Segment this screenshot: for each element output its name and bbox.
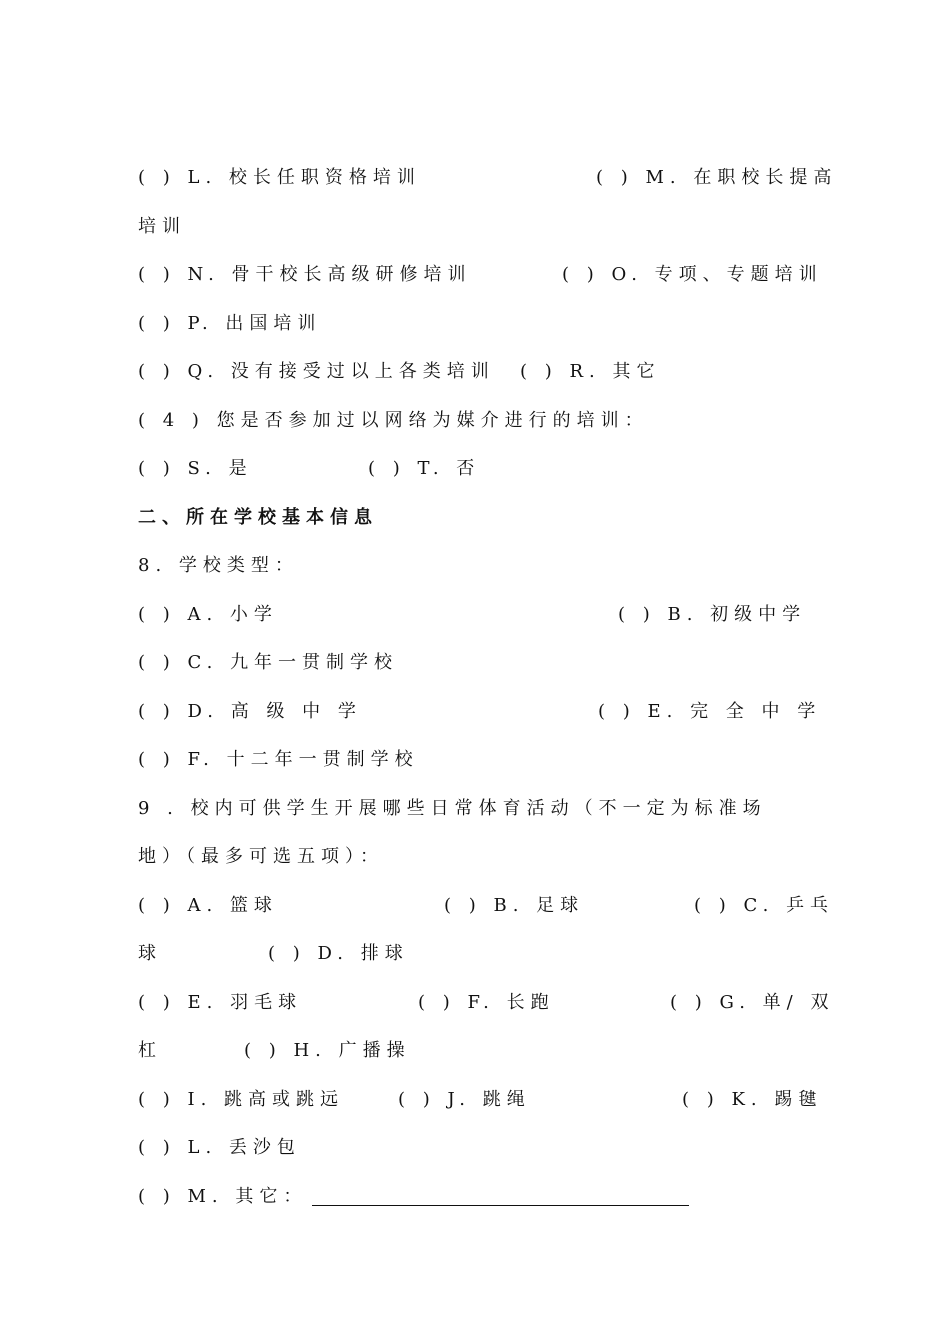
section-title: 二、所在学校基本信息 (138, 507, 378, 528)
continuation-text: 杠 (138, 1040, 162, 1061)
option-line-D (138, 940, 810, 968)
option-line-F (138, 746, 810, 774)
option-C-nine-year-school[interactable]: ( ) C. 九年一贯制学校 (138, 652, 399, 673)
option-line-Q-R (138, 358, 810, 386)
option-E-badminton[interactable]: ( ) E. 羽毛球 (138, 992, 303, 1013)
question-8-school-type (138, 552, 810, 580)
option-A-primary-school[interactable]: ( ) A. 小学 (138, 604, 278, 625)
option-line-S-T (138, 455, 810, 483)
option-line-A-B-C (138, 892, 835, 920)
option-C-table-tennis[interactable]: ( ) C. 乒乓 (694, 895, 835, 916)
option-line-L-M (138, 164, 838, 192)
option-line-I-J-K (138, 1086, 823, 1114)
continuation-text: 培训 (138, 216, 186, 237)
option-S-yes[interactable]: ( ) S. 是 (138, 458, 253, 479)
option-line-E-F-G (138, 989, 835, 1017)
option-N-senior-seminar-training[interactable]: ( ) N. 骨干校长高级研修培训 (138, 264, 472, 285)
option-B-junior-high[interactable]: ( ) B. 初级中学 (618, 604, 807, 625)
option-E-complete-middle-school[interactable]: ( ) E. 完 全 中 学 (598, 701, 822, 722)
option-I-jumping[interactable]: ( ) I. 跳高或跳远 (138, 1089, 345, 1110)
option-T-no[interactable]: ( ) T. 否 (368, 458, 481, 479)
option-line-M (138, 1183, 810, 1211)
option-J-jump-rope[interactable]: ( ) J. 跳绳 (398, 1089, 531, 1110)
section-heading-school-info (138, 504, 810, 532)
option-M-other[interactable]: ( ) M. 其它： (138, 1186, 308, 1207)
option-B-football[interactable]: ( ) B. 足球 (444, 895, 585, 916)
option-line-C (138, 649, 810, 677)
option-line-D-E (138, 698, 822, 726)
option-M-principal-improvement-training[interactable]: ( ) M. 在职校长提高 (596, 167, 838, 188)
option-H-radio-exercise[interactable]: ( ) H. 广播操 (244, 1040, 411, 1061)
option-D-volleyball[interactable]: ( ) D. 排球 (268, 943, 409, 964)
option-line-N-O (138, 261, 823, 289)
other-fill-in-blank[interactable] (312, 1205, 689, 1206)
option-L-principal-qualification-training[interactable]: ( ) L. 校长任职资格培训 (138, 167, 421, 188)
option-M-continuation (138, 213, 810, 241)
option-Q-no-training[interactable]: ( ) Q. 没有接受过以上各类培训 (138, 361, 495, 382)
option-D-senior-high[interactable]: ( ) D. 高 级 中 学 (138, 701, 362, 722)
question-text-continuation: 地）（最多可选五项）： (138, 846, 384, 867)
continuation-text: 球 (138, 943, 162, 964)
option-K-shuttlecock[interactable]: ( ) K. 踢毽 (682, 1089, 823, 1110)
option-R-other[interactable]: ( ) R. 其它 (520, 361, 661, 382)
question-9-sports-activities (138, 795, 810, 823)
question-text: 8. 学校类型： (138, 555, 299, 576)
option-line-P (138, 310, 810, 338)
option-line-L (138, 1134, 810, 1162)
option-G-bars[interactable]: ( ) G. 单/ 双 (670, 992, 835, 1013)
question-9-continuation (138, 843, 810, 871)
option-A-basketball[interactable]: ( ) A. 篮球 (138, 895, 278, 916)
option-P-overseas-training[interactable]: ( ) P. 出国培训 (138, 313, 322, 334)
option-L-sandbag-throw[interactable]: ( ) L. 丢沙包 (138, 1137, 301, 1158)
question-4-online-training (138, 407, 810, 435)
option-O-special-topic-training[interactable]: ( ) O. 专项、专题培训 (562, 264, 823, 285)
option-line-A-B (138, 601, 810, 629)
option-F-twelve-year-school[interactable]: ( ) F. 十二年一贯制学校 (138, 749, 419, 770)
option-F-running[interactable]: ( ) F. 长跑 (418, 992, 555, 1013)
question-text: 9 . 校内可供学生开展哪些日常体育活动（不一定为标准场 (138, 798, 767, 819)
question-text: ( 4 ) 您是否参加过以网络为媒介进行的培训： (138, 410, 649, 431)
option-line-H (138, 1037, 810, 1065)
